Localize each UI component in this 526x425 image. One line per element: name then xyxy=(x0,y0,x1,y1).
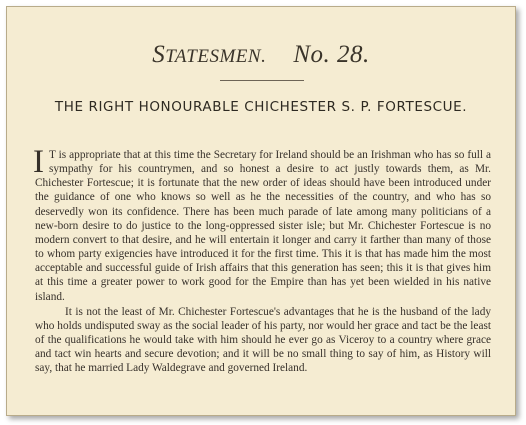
section-number: No. 28. xyxy=(293,41,370,68)
section-heading xyxy=(7,41,515,71)
section-heading-initial: S xyxy=(152,41,166,68)
section-heading-rest: TATESMEN. xyxy=(165,46,267,67)
article-title: THE RIGHT HONOURABLE CHICHESTER S. P. FORTESCUE. xyxy=(54,99,468,115)
paragraph-1-text: T is appropriate that at this time the Secretary for Ireland should be an Irishman who has so full a sympathy for his countrymen, and so honest a desire to act justly towards them, as Mr. Chichester Fortescue; it is fortunate that the new order of ideas should have been introduced under the guidance of one who knows so well as he the necessities of the country, and who has so deservedly won its confidence. There has been much parade of late among many politicians of a new-born desire to do justice to the long-oppressed sister isle; but Mr. Chichester Fortescue is no modern convert to that desire, and he will entertain it longer and carry it farther than many of those to whom party exigencies have introduced it for the first time. This it is that has made him the most acceptable and successful guide of Irish affairs that this generation has seen; this it is that gives him at this time a greater power to work good for the Empire than has yet been wielded in his native island. xyxy=(35,149,491,303)
article-body xyxy=(33,144,491,376)
drop-cap: I xyxy=(33,144,44,180)
paragraph-2: It is not the least of Mr. Chichester Fortescue's advantages that he is the husband of the lady who holds undisputed sway as the social leader of his party, nor would her grace and tact be the least of the qualifications he would take with him should he ever go as Viceroy to a country where grace and tact win hearts and secure devotion; and it will be no small thing to say of him, as History will say, that he married Lady Waldegrave and governed Ireland. xyxy=(35,305,491,375)
paragraph-1 xyxy=(33,144,491,304)
heading-divider xyxy=(220,80,304,81)
page xyxy=(6,6,516,416)
